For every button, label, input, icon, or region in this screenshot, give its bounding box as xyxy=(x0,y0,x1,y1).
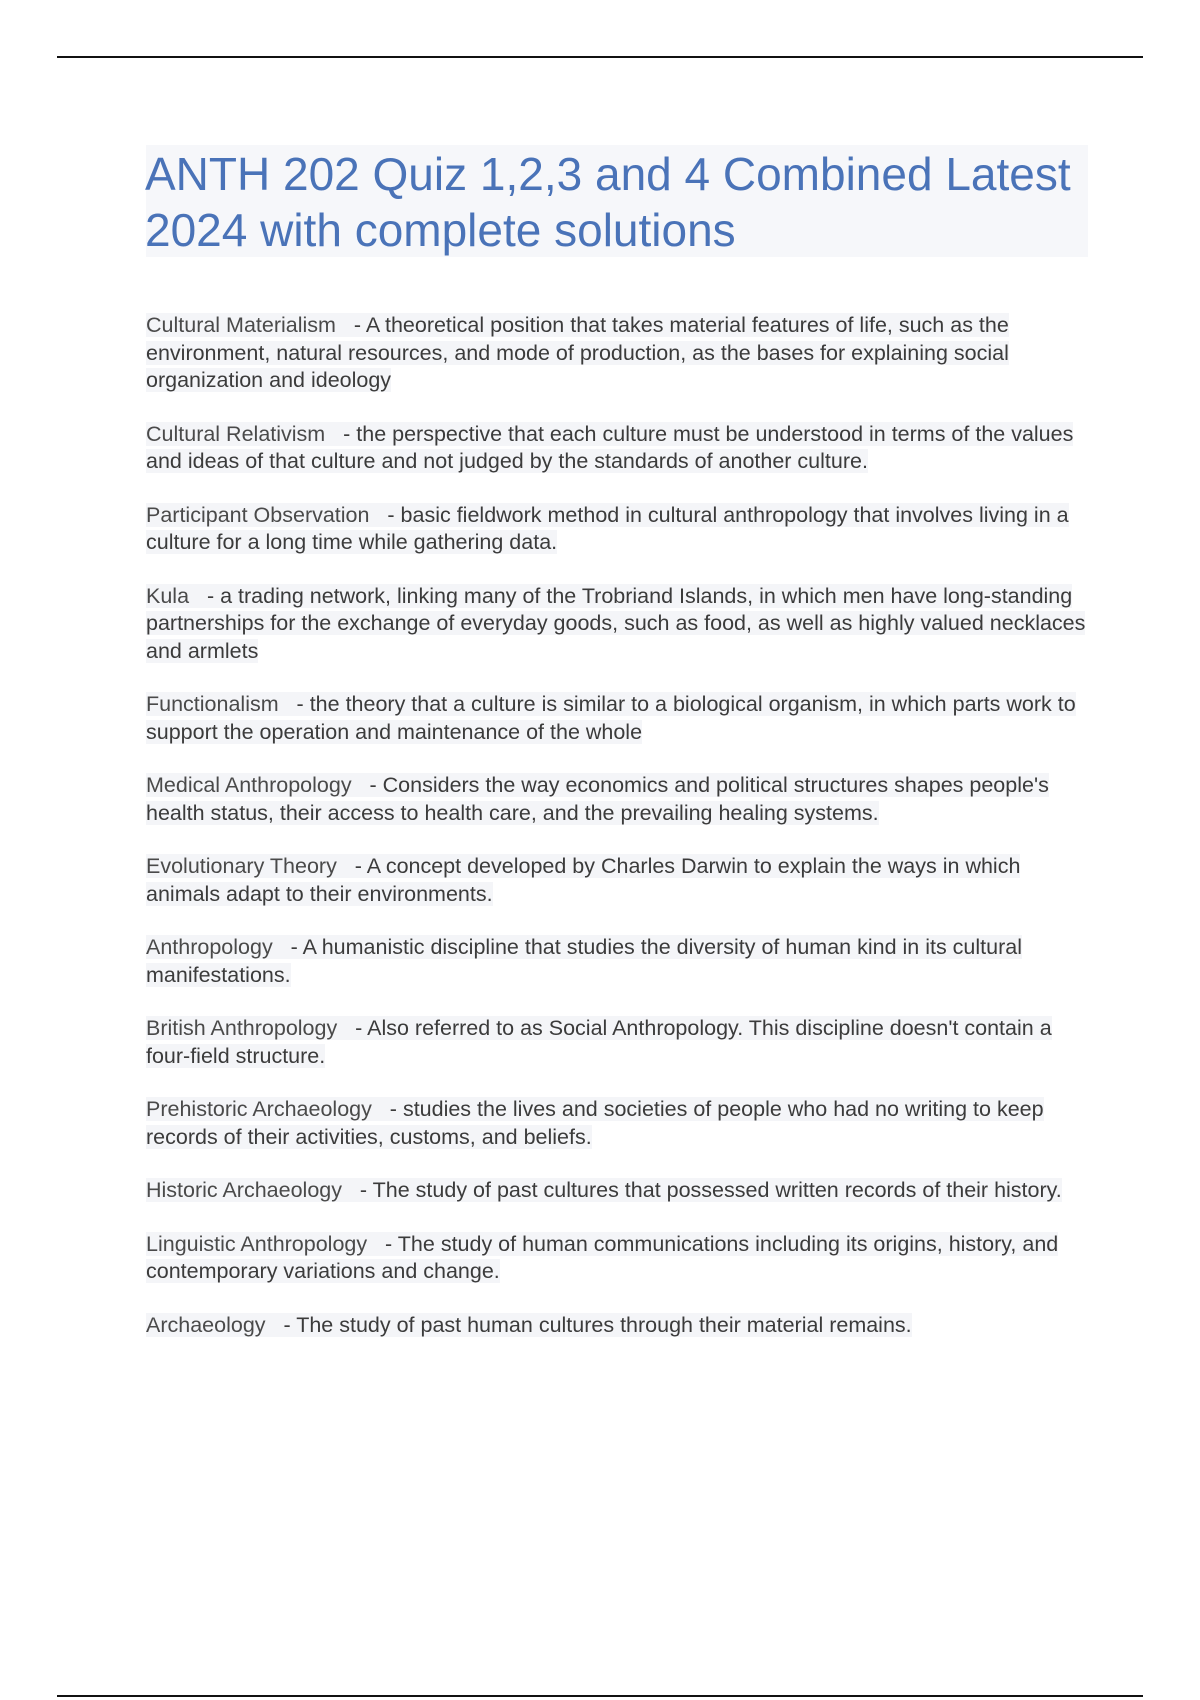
list-item xyxy=(146,583,1096,666)
list-item xyxy=(146,1312,1096,1340)
list-item xyxy=(146,1177,1096,1205)
list-item xyxy=(146,691,1096,746)
entry-term: Functionalism xyxy=(146,692,279,716)
entry-separator: - xyxy=(369,502,401,527)
entry-definition: the theory that a culture is similar to a biological organism, in which parts work to support the operation and maintenance of the whole xyxy=(146,692,1076,744)
entry-definition: A concept developed by Charles Darwin to explain the ways in which animals adapt to their environments. xyxy=(146,854,1021,906)
entry-definition: The study of past cultures that possessed written records of their history. xyxy=(372,1178,1062,1202)
entry-term: Cultural Materialism xyxy=(146,313,336,337)
entry-term: Cultural Relativism xyxy=(146,421,326,446)
entry-term: Anthropology xyxy=(146,935,273,959)
list-item xyxy=(146,312,1096,395)
entry-term: Kula xyxy=(146,583,190,608)
entry-definition: the perspective that each culture must be understood in terms of the values and ideas of that culture and not judged by the standards of another culture. xyxy=(146,421,1074,473)
entry-term: Archaeology xyxy=(146,1312,266,1337)
entry-term: Evolutionary Theory xyxy=(146,854,337,878)
list-item xyxy=(146,934,1096,989)
entry-separator: - xyxy=(335,313,366,337)
entry-separator: - xyxy=(325,421,357,446)
entry-term: Medical Anthropology xyxy=(146,773,352,797)
entry-definition: Considers the way economics and political structures shapes people's health status, their access to health care, and the prevailing healing systems. xyxy=(146,773,1049,825)
entry-separator: - xyxy=(367,1231,398,1256)
entry-term: Prehistoric Archaeology xyxy=(146,1097,372,1121)
entry-definition: A theoretical position that takes material features of life, such as the environment, natural resources, and mode of production, as the bases for explaining social organization and ideology xyxy=(146,313,1009,392)
entry-definition: The study of past human cultures through their material remains. xyxy=(296,1312,912,1337)
entry-separator: - xyxy=(351,773,383,797)
list-item xyxy=(146,421,1096,476)
entry-separator: - xyxy=(337,1016,368,1040)
entry-separator: - xyxy=(189,583,221,608)
entry-separator: - xyxy=(278,692,310,716)
list-item xyxy=(146,1015,1096,1070)
entry-separator: - xyxy=(265,1312,297,1337)
list-item xyxy=(146,772,1096,827)
document-title: ANTH 202 Quiz 1,2,3 and 4 Combined Latest 2024 with complete solutions xyxy=(145,148,1071,256)
entry-definition: A humanistic discipline that studies the diversity of human kind in its cultural manifestations. xyxy=(146,935,1022,987)
entry-separator: - xyxy=(341,1178,373,1202)
entry-definition: basic fieldwork method in cultural anthropology that involves living in a culture for a long time while gathering data. xyxy=(146,502,1069,554)
list-item xyxy=(146,1231,1096,1286)
entry-separator: - xyxy=(371,1097,403,1121)
list-item xyxy=(146,853,1096,908)
entry-separator: - xyxy=(272,935,303,959)
bottom-divider xyxy=(57,1695,1143,1697)
entry-list xyxy=(146,312,1096,1365)
entry-definition: a trading network, linking many of the Trobriand Islands, in which men have long-standing partnerships for the exchange of everyday goods, such as food, as well as highly valued necklaces and armlets xyxy=(146,583,1086,663)
entry-separator: - xyxy=(336,854,367,878)
entry-term: Linguistic Anthropology xyxy=(146,1231,368,1256)
entry-term: British Anthropology xyxy=(146,1016,338,1040)
list-item xyxy=(146,1096,1096,1151)
entry-term: Participant Observation xyxy=(146,502,370,527)
entry-definition: studies the lives and societies of people who had no writing to keep records of their activities, customs, and beliefs. xyxy=(146,1097,1044,1149)
entry-definition: The study of human communications including its origins, history, and contemporary variations and change. xyxy=(146,1231,1059,1283)
list-item xyxy=(146,502,1096,557)
entry-definition: Also referred to as Social Anthropology. This discipline doesn't contain a four-field structure. xyxy=(146,1016,1052,1068)
title-block xyxy=(146,145,1088,257)
top-divider xyxy=(57,56,1143,58)
entry-term: Historic Archaeology xyxy=(146,1178,342,1202)
